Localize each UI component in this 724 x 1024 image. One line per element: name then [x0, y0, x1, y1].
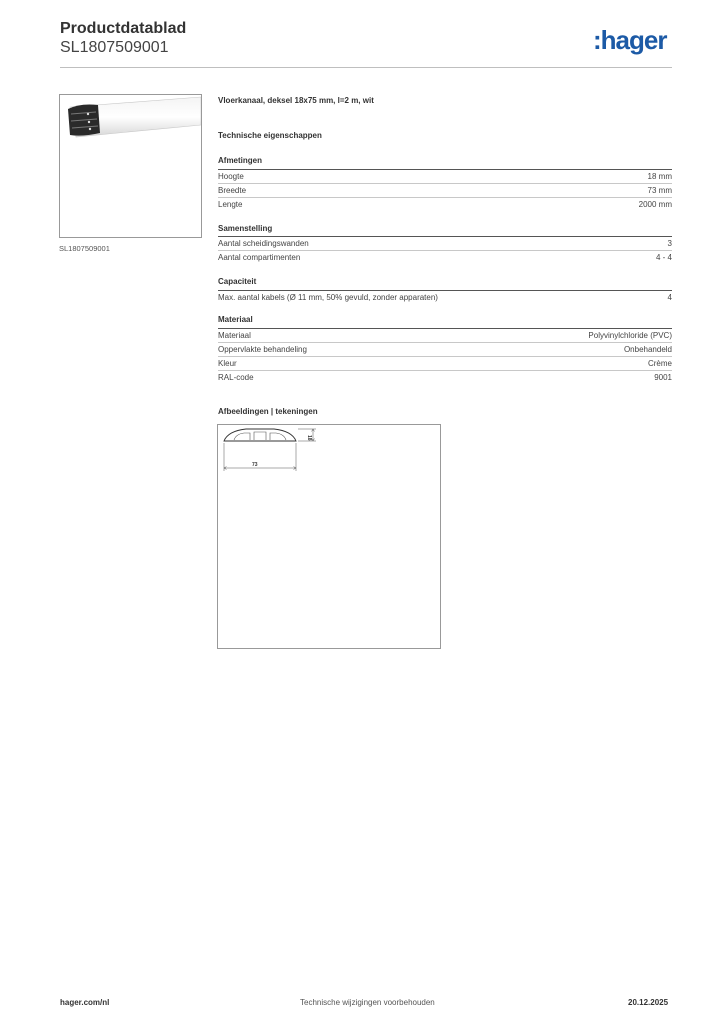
product-description: Vloerkanaal, deksel 18x75 mm, l=2 m, wit [218, 96, 374, 105]
profile-drawing [218, 425, 440, 648]
floor-duct-illustration [60, 95, 201, 237]
spec-row [218, 197, 672, 212]
spec-key: Breedte [218, 186, 247, 195]
spec-value: 4 - 4 [655, 253, 672, 262]
product-code-heading: SL1807509001 [60, 39, 169, 56]
spec-key: Aantal scheidingswanden [218, 239, 309, 248]
spec-key: Max. aantal kabels (Ø 11 mm, 50% gevuld, zonder apparaten) [218, 293, 438, 302]
spec-key: Oppervlakte behandeling [218, 345, 307, 354]
spec-row [218, 356, 672, 371]
section-title-material: Materiaal [218, 315, 253, 324]
spec-value: 2000 mm [638, 200, 672, 209]
spec-key: Aantal compartimenten [218, 253, 301, 262]
section-title-dimensions: Afmetingen [218, 156, 262, 165]
drawings-heading: Afbeeldingen | tekeningen [218, 407, 318, 416]
logo-text: hager [600, 25, 667, 55]
spec-key: Materiaal [218, 331, 251, 340]
spec-value: 3 [667, 239, 672, 248]
spec-row [218, 342, 672, 357]
spec-value: 73 mm [647, 186, 672, 195]
spec-row [218, 290, 672, 305]
spec-value: Polyvinylchloride (PVC) [588, 331, 672, 340]
section-title-composition: Samenstelling [218, 224, 273, 233]
section-title-capacity: Capaciteit [218, 277, 257, 286]
header-divider [60, 67, 672, 68]
hager-logo: :hager [593, 25, 667, 55]
spec-row [218, 328, 672, 343]
image-caption: SL1807509001 [59, 244, 110, 253]
technical-properties-heading: Technische eigenschappen [218, 131, 322, 140]
spec-row [218, 169, 672, 184]
spec-value: 4 [667, 293, 672, 302]
height-dimension-label: 18 [306, 435, 312, 441]
footer-website: hager.com/nl [60, 998, 110, 1007]
footer-disclaimer: Technische wijzigingen voorbehouden [300, 998, 435, 1007]
spec-value: 9001 [654, 373, 672, 382]
page-title: Productdatablad [60, 20, 187, 37]
spec-value: Onbehandeld [623, 345, 672, 354]
technical-drawing [217, 424, 441, 649]
width-dimension-label: 73 [252, 462, 258, 468]
spec-row [218, 236, 672, 251]
spec-value: Crème [647, 359, 672, 368]
spec-key: Kleur [218, 359, 237, 368]
spec-row [218, 183, 672, 198]
spec-key: RAL-code [218, 373, 254, 382]
spec-value: 18 mm [647, 172, 672, 181]
spec-row [218, 370, 672, 385]
footer-date: 20.12.2025 [628, 998, 669, 1007]
spec-row [218, 250, 672, 265]
spec-key: Lengte [218, 200, 243, 209]
spec-key: Hoogte [218, 172, 244, 181]
product-image [59, 94, 202, 238]
